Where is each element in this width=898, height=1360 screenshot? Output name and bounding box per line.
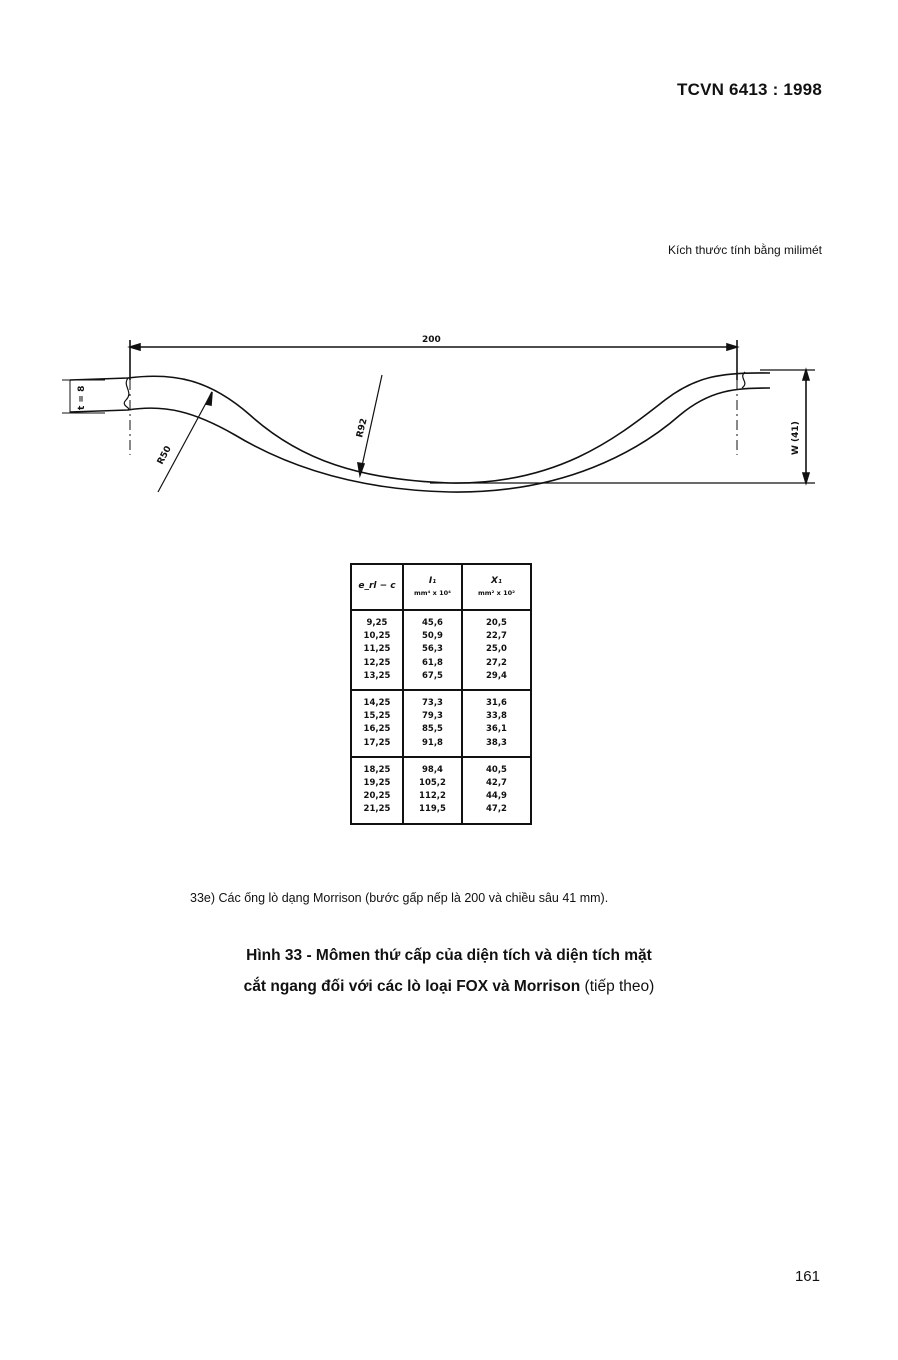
table-cell: 20,5	[486, 618, 507, 628]
table-cell: 22,7	[486, 631, 507, 642]
table-cell: 19,25	[363, 778, 391, 789]
table-cell: 12,25	[363, 657, 391, 668]
group2-i1	[403, 690, 462, 757]
header-x1-unit: mm² x 10²	[477, 588, 515, 597]
group3-i1	[403, 757, 462, 824]
table-cell: 56,3	[422, 644, 443, 655]
table-cell: 15,25	[363, 711, 391, 722]
table-cell: 79,3	[422, 711, 443, 722]
figure-title-line2-bold: cắt ngang đối với các lò loại FOX và Morrison	[243, 978, 581, 995]
table-cell: 119,5	[419, 804, 446, 815]
table-cell: 105,2	[419, 778, 446, 789]
table-cell: 67,5	[422, 670, 443, 681]
figure-title	[0, 940, 898, 1002]
table-cell: 85,5	[422, 724, 443, 735]
table-row-group-1	[351, 610, 531, 690]
standard-code: TCVN 6413 : 1998	[677, 80, 822, 99]
header-x1-label: X₁	[491, 576, 502, 587]
table-cell: 36,1	[486, 724, 507, 735]
pitch-label: 200	[422, 335, 441, 345]
r50-arrow	[206, 392, 212, 405]
table-cell: 18,25	[363, 764, 391, 775]
group3-erl-c	[351, 757, 403, 824]
header-i1	[403, 564, 462, 610]
table-cell: 10,25	[363, 631, 391, 642]
table-row-group-2	[351, 690, 531, 757]
morrison-corrugation-drawing	[0, 320, 898, 520]
figure-subcaption: 33e) Các ống lò dạng Morrison (bước gấp nếp là 200 và chiều sâu 41 mm).	[190, 891, 609, 905]
header-i1-label: I₁	[428, 576, 437, 587]
r50-leader	[155, 392, 212, 492]
units-note: Kích thước tính bằng milimét	[668, 243, 822, 257]
table-cell: 31,6	[486, 698, 507, 709]
depth-label: W (41)	[791, 421, 801, 455]
figure-title-line2	[0, 971, 898, 1002]
table-cell: 9,25	[366, 618, 388, 628]
table-cell: 112,2	[419, 791, 446, 802]
table-cell: 17,25	[363, 737, 391, 748]
table-cell: 42,7	[486, 778, 507, 789]
table-cell: 21,25	[363, 804, 391, 815]
table-cell: 16,25	[363, 724, 391, 735]
table-cell: 44,9	[486, 791, 507, 802]
radius-large-label: R92	[355, 417, 370, 439]
table-cell: 38,3	[486, 737, 507, 748]
group1-erl-c	[351, 610, 403, 690]
header-erl-c-label: e_rl − c	[358, 581, 396, 592]
pitch-arrow-right	[727, 344, 737, 350]
figure-title-line1: Hình 33 - Mômen thứ cấp của diện tích và diện tích mặt	[246, 947, 652, 964]
radius-small-label: R50	[155, 444, 174, 467]
group1-x1	[462, 610, 531, 690]
table-cell: 33,8	[486, 711, 507, 722]
header-erl-c	[351, 564, 403, 610]
table-cell: 11,25	[363, 644, 391, 655]
table-cell: 98,4	[422, 764, 443, 775]
depth-arrow-top	[803, 370, 809, 380]
table-cell: 13,25	[363, 670, 391, 681]
table-cell: 27,2	[486, 657, 507, 668]
figure-title-line2-normal: (tiếp theo)	[580, 978, 655, 995]
table-cell: 25,0	[486, 644, 507, 655]
moment-area-table	[350, 563, 532, 825]
table-row-group-3	[351, 757, 531, 824]
pitch-arrow-left	[130, 344, 140, 350]
wall-inner-profile	[70, 385, 770, 492]
group2-x1	[462, 690, 531, 757]
depth-arrow-bottom	[803, 473, 809, 483]
thickness-label: t = 8	[77, 385, 87, 410]
table-cell: 50,9	[422, 631, 443, 642]
break-line-right	[742, 372, 745, 388]
group3-x1	[462, 757, 531, 824]
break-line-left	[124, 378, 129, 410]
table-cell: 91,8	[422, 737, 443, 748]
table-cell: 45,6	[422, 618, 443, 628]
page-number: 161	[794, 1268, 820, 1285]
header-x1	[462, 564, 531, 610]
table-cell: 40,5	[486, 764, 507, 775]
table-cell: 20,25	[363, 791, 391, 802]
group2-erl-c	[351, 690, 403, 757]
table-cell: 47,2	[486, 804, 507, 815]
group1-i1	[403, 610, 462, 690]
table-cell: 14,25	[363, 698, 391, 709]
table-cell: 73,3	[422, 698, 443, 709]
table-cell: 61,8	[422, 657, 443, 668]
table-cell: 29,4	[486, 670, 507, 681]
header-i1-unit: mm⁴ x 10⁴	[413, 588, 451, 597]
